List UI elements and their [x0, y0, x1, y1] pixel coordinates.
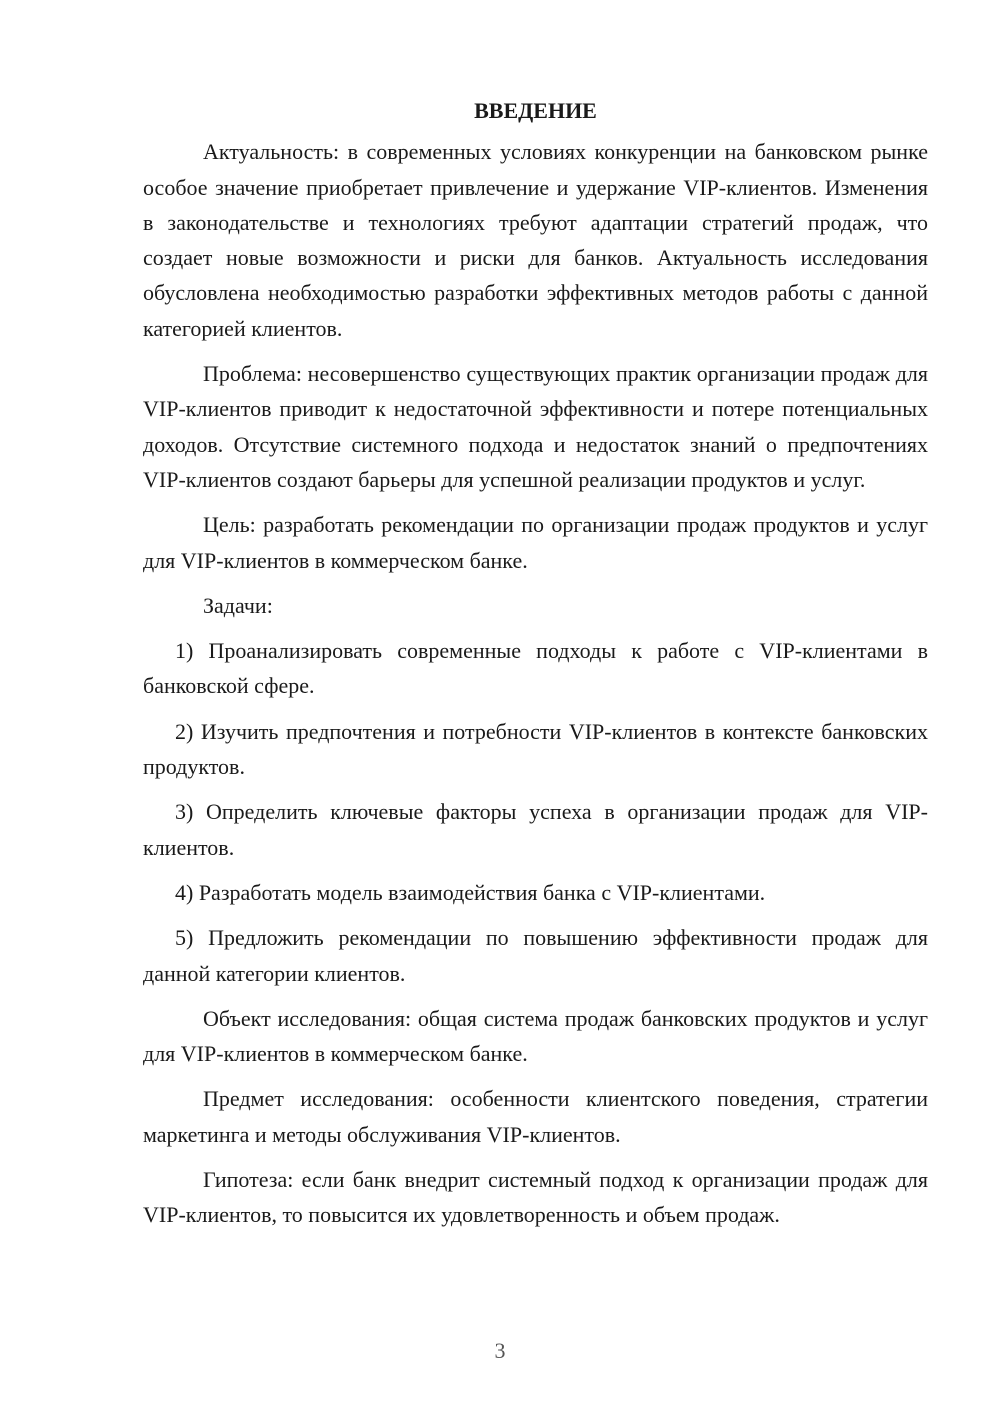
- task-item-3: 3) Определить ключевые факторы успеха в организации продаж для VIP-клиентов.: [143, 799, 928, 860]
- object-paragraph: Объект исследования: общая система продаж банковских продуктов и услуг для VIP-клиентов в коммерческом банке.: [143, 1005, 928, 1067]
- relevance-paragraph: Актуальность: в современных условиях конкуренции на банковском рынке особое значение приобретает привлечение и удержание VIP-клиентов. Изменения в законодательстве и технологиях требуют адаптации стратегий продаж, что создает новые возможности и риски для банков. Актуальность исследования обусловлена необходимостью разработки эффективных методов работы с данной категорией клиентов.: [143, 139, 928, 341]
- hypothesis-paragraph: Гипотеза: если банк внедрит системный подход к организации продаж для VIP-клиентов, то повысится их удовлетворенность и объем продаж.: [143, 1167, 928, 1228]
- subject-paragraph: Предмет исследования: особенности клиентского поведения, стратегии маркетинга и методы обслуживания VIP-клиентов.: [143, 1086, 928, 1147]
- task-item-5: 5) Предложить рекомендации по повышению эффективности продаж для данной категории клиентов.: [143, 925, 928, 986]
- tasks-heading: Задачи:: [203, 592, 273, 618]
- section-title: ВВЕДЕНИЕ: [474, 98, 597, 123]
- problem-paragraph: Проблема: несовершенство существующих практик организации продаж для VIP-клиентов приводит к недостаточной эффективности и потере потенциальных доходов. Отсутствие системного подхода и недостаток знаний о предпочтениях VIP-клиентов создают барьеры для успешной реализации продуктов и услуг.: [143, 361, 928, 492]
- page-content: [143, 93, 928, 1233]
- page-number: 3: [494, 1338, 506, 1363]
- goal-paragraph: Цель: разработать рекомендации по организации продаж продуктов и услуг для VIP-клиентов в коммерческом банке.: [143, 512, 928, 573]
- task-item-2: 2) Изучить предпочтения и потребности VIP-клиентов в контексте банковских продуктов.: [143, 718, 928, 780]
- task-item-1: 1) Проанализировать современные подходы к работе с VIP-клиентами в банковской сфере.: [143, 638, 928, 699]
- task-item-4: 4) Разработать модель взаимодействия банка с VIP-клиентами.: [175, 879, 766, 905]
